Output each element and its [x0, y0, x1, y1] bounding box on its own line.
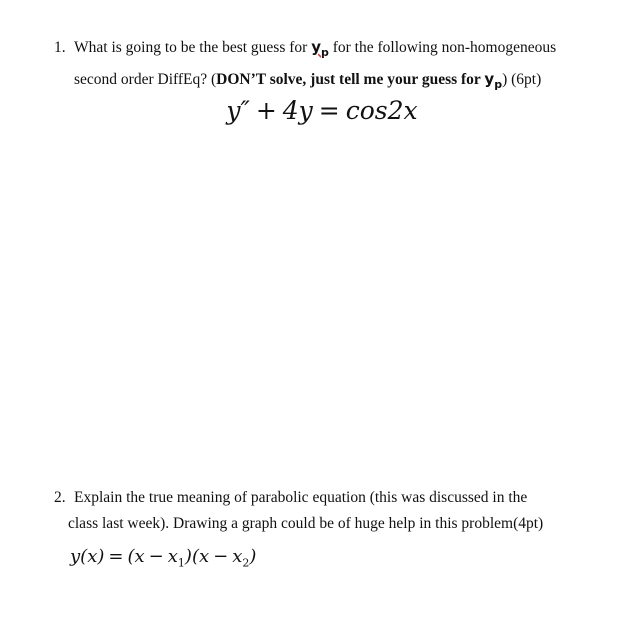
question-1-paren: ) — [502, 71, 508, 88]
question-1-line-2 — [54, 66, 634, 98]
eq1-term-ypp: y″ — [226, 96, 250, 125]
question-2 — [54, 485, 634, 537]
eq2-x2-sub: 2 — [242, 556, 250, 570]
eq2-x1-var: x — [167, 546, 178, 567]
eq2-minus-2: − — [213, 546, 229, 567]
question-2-number: 2. — [54, 489, 66, 506]
differential-equation — [0, 96, 644, 125]
question-1-line-1 — [54, 34, 634, 66]
eq1-rhs: cos2x — [345, 96, 418, 125]
yp-var: y — [311, 38, 321, 56]
yp-symbol — [311, 38, 329, 59]
eq1-term-4y: 4y — [282, 96, 313, 125]
eq2-lhs: y(x) — [70, 546, 105, 567]
eq1-plus: + — [255, 96, 277, 125]
question-2-text-a: Explain the true meaning of parabolic equation (this was discussed in the — [74, 489, 528, 506]
yp-var-2: y — [484, 70, 495, 88]
parabola-equation — [70, 546, 256, 570]
question-1-text-b: for the following non-homogeneous — [328, 39, 557, 56]
yp-symbol-2 — [484, 70, 503, 91]
yp-sub-2: p — [494, 78, 503, 91]
question-2-line-1 — [54, 485, 634, 511]
eq1-equals: = — [318, 96, 340, 125]
eq2-f1-open: (x — [127, 546, 145, 567]
eq2-minus-1: − — [148, 546, 164, 567]
question-1-text-c: second order DiffEq? ( — [74, 71, 217, 88]
question-1 — [54, 34, 634, 98]
eq2-x2-var: x — [232, 546, 243, 567]
question-1-points: (6pt) — [507, 71, 542, 88]
eq2-f2-open: (x — [191, 546, 210, 567]
eq2-equals: = — [108, 546, 124, 567]
question-1-text-a: What is going to be the best guess for — [74, 39, 312, 56]
eq2-f1-close: ) — [184, 546, 192, 567]
question-1-number: 1. — [54, 39, 66, 56]
eq2-f2-close: ) — [249, 546, 257, 567]
question-2-text-b: class last week). Drawing a graph could be of huge help in this problem(4pt) — [68, 515, 544, 532]
question-1-bold-instruction: DON’T solve, just tell me your guess for — [216, 71, 485, 88]
yp-sub: p — [320, 46, 329, 59]
question-2-line-2 — [54, 511, 634, 537]
eq2-x1-sub: 1 — [177, 556, 185, 570]
